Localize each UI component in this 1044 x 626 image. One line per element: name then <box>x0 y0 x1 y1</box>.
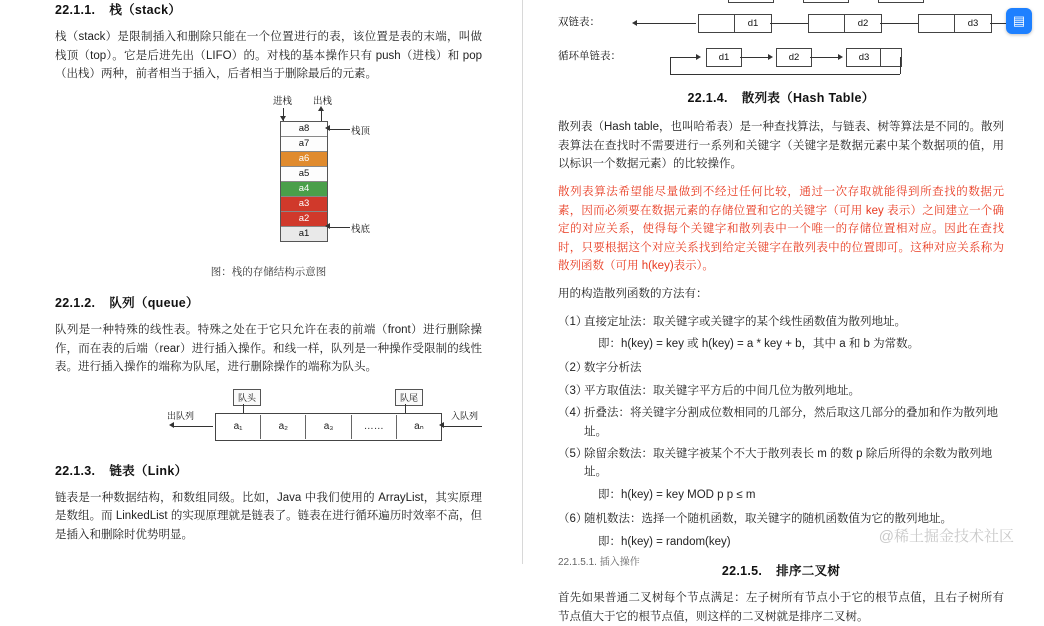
right-column <box>523 0 1044 623</box>
list-node-value: d3 <box>846 48 882 67</box>
stack-cell: a1 <box>281 227 327 241</box>
queue-cell: a₃ <box>306 415 351 439</box>
queue-head-tag: 队头 <box>233 389 261 406</box>
stack-cell: a3 <box>281 197 327 212</box>
arrow-line <box>770 23 808 24</box>
list-node <box>728 0 774 3</box>
stack-cell: a8 <box>281 122 327 137</box>
section-heading-queue <box>55 293 482 311</box>
paragraph-queue-def: 队列是一种特殊的线性表。特殊之处在于它只允许在表的前端（front）进行删除操作，而在表的后端（rear）进行插入操作。和线一样，队列是一种操作受限制的线性表。进行插入操作的端称为队尾，进行删除操作的端称为队头。 <box>55 323 482 374</box>
list-text: 折叠法：将关键字分割成位数相同的几部分，然后取这几部分的叠加和作为散列地址。 <box>584 407 998 438</box>
section-number: 22.1.3. <box>55 463 96 478</box>
list-marker: （3） <box>558 384 588 397</box>
next-section-heading: 22.1.5.1. 插入操作 <box>558 557 640 568</box>
queue-cell: a₂ <box>261 415 306 439</box>
circular-linked-label: 循环单链表： <box>558 50 621 62</box>
figure-label-push: 进栈 <box>273 95 293 107</box>
arrow-head <box>768 54 773 60</box>
section-title: 链表（Link） <box>109 463 188 478</box>
list-item <box>558 359 1004 377</box>
list-text: 直接定址法：取关键字或关键字的某个线性函数值为散列地址。 <box>584 315 906 328</box>
arrow-line <box>670 57 698 58</box>
figure-label-pop: 出栈 <box>313 95 333 107</box>
doubly-linked-label: 双链表： <box>558 16 600 28</box>
list-node-value: d1 <box>706 48 742 67</box>
queue-cells <box>215 413 442 441</box>
section-heading-hash <box>558 88 1004 106</box>
list-marker: （2） <box>558 362 588 375</box>
list-subline: 即：h(key) = key 或 h(key) = a * key + b，其中 a 和 b 为常数。 <box>598 338 920 351</box>
list-node <box>918 14 956 33</box>
section-number: 22.1.2. <box>55 295 96 310</box>
paragraph-bst-def: 首先如果普通二叉树每个节点满足：左子树所有节点小于它的根节点值，且右子树所有节点值大于它的根节点值，则这样的二叉树就是排序二叉树。 <box>558 591 1004 623</box>
list-node-value: d2 <box>844 14 882 33</box>
section-number: 22.1.5. <box>721 563 763 578</box>
list-node-value: d1 <box>734 14 772 33</box>
figure-linked-list <box>558 0 1004 84</box>
list-node <box>808 14 846 33</box>
list-text: 随机数法：选择一个随机函数，取关键字的随机函数值为它的散列地址。 <box>584 513 952 526</box>
enqueue-arrow-head <box>439 422 444 428</box>
stack-cell: a2 <box>281 212 327 227</box>
dequeue-arrow-line <box>173 426 213 427</box>
figure-caption-stack: 图：栈的存储结构示意图 <box>210 265 327 278</box>
stack-cell: a7 <box>281 137 327 152</box>
arrow-line <box>810 57 840 58</box>
pop-arrow-head <box>318 106 324 111</box>
bottom-pointer-head <box>325 223 330 229</box>
queue-cell: …… <box>352 415 397 439</box>
list-subline: 即：h(key) = random(key) <box>598 535 731 548</box>
queue-tail-line <box>405 404 406 413</box>
paragraph-hash-methods-intro: 用的构造散列函数的方法有： <box>558 288 708 300</box>
list-marker: （1） <box>558 315 588 328</box>
section-title: 散列表（Hash Table） <box>741 91 875 105</box>
figure-stack-structure <box>55 93 482 258</box>
left-column <box>0 0 523 564</box>
list-node-value: d3 <box>954 14 992 33</box>
section-title: 队列（queue） <box>109 295 199 310</box>
dequeue-arrow-head <box>169 422 174 428</box>
list-node <box>880 48 902 67</box>
section-number: 22.1.1. <box>55 3 96 17</box>
list-item <box>558 313 1004 331</box>
paragraph-stack-def: 栈（stack）是限制插入和删除只能在一个位置进行的表，该位置是表的末端，叫做栈顶（top）。它是后进先出（LIFO）的。对栈的基本操作只有 push（进栈）和 pop（出栈）两种，前者相当于插入，后者相当于删除最后的元素。 <box>55 31 482 81</box>
hash-function-method-list <box>558 313 1004 551</box>
queue-cell: a₁ <box>216 415 261 439</box>
section-heading-stack <box>55 0 482 18</box>
watermark-text: @稀土掘金技术社区 <box>878 528 1014 545</box>
enqueue-label: 入队列 <box>451 410 479 421</box>
circular-left-line <box>670 57 671 74</box>
list-item <box>558 404 1004 441</box>
list-text: 除留余数法：取关键字被某个不大于散列表长 m 的数 p 除后所得的余数为散列地址。 <box>584 447 993 479</box>
list-item <box>558 382 1004 400</box>
arrow-head <box>838 54 843 60</box>
figure-queue-structure <box>55 387 482 449</box>
stack-cell: a6 <box>281 152 327 167</box>
arrow-head <box>696 54 701 60</box>
list-text: 平方取值法：取关键字平方后的中间几位为散列地址。 <box>584 384 860 397</box>
queue-tail-tag: 队尾 <box>395 389 423 406</box>
section-title: 排序二叉树 <box>776 563 841 578</box>
paragraph-hash-highlight: 散列表算法希望能尽量做到不经过任何比较，通过一次存取就能得到所查找的数据元素，因而必须要在数据元素的存储位置和它的关键字（可用 key 表示）之间建立一个确定的对应关系，使得每个关键字和散列表中一个唯一的存储位置相对应。因此在查找时，只要根据这个对应关系找到给定关键字在散列表中的位置即可。这种对应关系称为散列函数（可用 h(key)表示）。 <box>558 185 1004 273</box>
queue-head-line <box>243 404 244 413</box>
section-title: 栈（stack） <box>109 3 182 17</box>
enqueue-arrow-line <box>442 426 482 427</box>
section-number: 22.1.4. <box>687 91 728 105</box>
book-icon[interactable]: ▤ <box>1006 8 1032 34</box>
top-pointer-line <box>328 129 350 130</box>
list-node <box>698 14 736 33</box>
list-item <box>558 445 1004 482</box>
list-marker: （4） <box>558 407 588 420</box>
list-subline: 即：h(key) = key MOD p p ≤ m <box>598 488 756 501</box>
list-marker: （5） <box>558 447 588 460</box>
list-node <box>803 0 849 3</box>
queue-cell: aₙ <box>414 420 424 432</box>
section-heading-link <box>55 461 482 479</box>
list-node-value: d2 <box>776 48 812 67</box>
top-pointer-head <box>325 125 330 131</box>
arrow-head <box>632 20 637 26</box>
bottom-pointer-label: 栈底 <box>351 223 371 235</box>
paragraph-hash-def: 散列表（Hash table，也叫哈希表）是一种查找算法，与链表、树等算法是不同的。散列表算法在查找时不需要进行一系列和关键字（关键字是数据元素中某个数据项的值，用以标识一个数据元素）的比较操作。 <box>558 121 1004 171</box>
arrow-line <box>880 23 918 24</box>
top-pointer-label: 栈顶 <box>351 125 371 137</box>
stack-cells <box>280 121 328 242</box>
circular-return-line <box>670 74 900 75</box>
dequeue-label: 出队列 <box>167 410 195 421</box>
list-text: 数字分析法 <box>584 362 642 375</box>
bottom-pointer-line <box>328 227 350 228</box>
arrow-line <box>636 23 696 24</box>
stack-cell: a4 <box>281 182 327 197</box>
paragraph-link-def: 链表是一种数据结构，和数组同级。比如，Java 中我们使用的 ArrayList，其实原理是数组。而 LinkedList 的实现原理就是链表了。链表在进行循环遍历时效率不高，但是插入和删除时优势明显。 <box>55 491 482 541</box>
stack-cell: a5 <box>281 167 327 182</box>
list-node <box>878 0 924 3</box>
circular-right-line <box>900 57 901 74</box>
arrow-line <box>740 57 770 58</box>
list-marker: （6） <box>558 513 588 526</box>
